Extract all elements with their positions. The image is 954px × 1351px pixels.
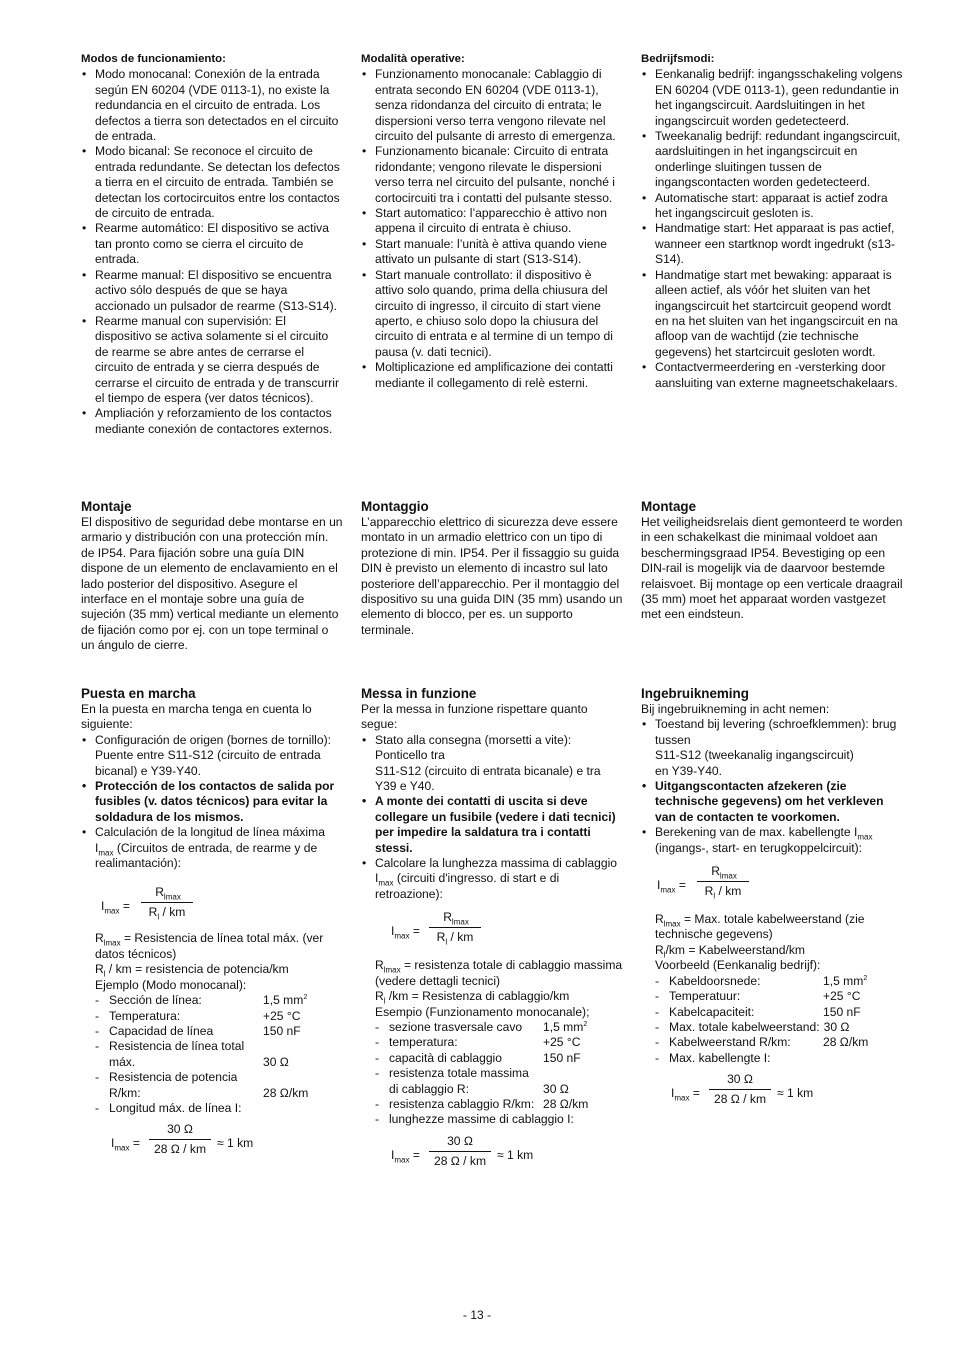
formula-numerator: 30 Ω bbox=[727, 1072, 753, 1087]
section-heading: Montaje bbox=[81, 499, 132, 514]
paragraph: Per la messa in funzione rispettare quanto segue: bbox=[361, 702, 588, 732]
list-item: • Ampliación y reforzamiento de los contactos mediante conexión de contactores externos. bbox=[81, 406, 343, 437]
list-item: • Calcolare la lunghezza massima di cablaggio $I_{max}$ (circuiti d'ingresso. di start e di retroazione): bbox=[361, 856, 623, 902]
formula-lhs: $I_{max}$ = bbox=[111, 1136, 140, 1153]
formula-numerator: $R_{lmax}$ bbox=[155, 885, 181, 902]
commissioning-list bbox=[641, 717, 903, 856]
example-label: Voorbeeld (Eenkanalig bedrijf): bbox=[655, 958, 821, 973]
formula-numerator: $R_{lmax}$ bbox=[443, 910, 469, 927]
list-item: • Tweekanalig bedrijf: redundant ingangscircuit, aardsluitingen in het ingangscircuit en onderlinge sluitingen tussen de ingangscontacten worden gedetecteerd. bbox=[641, 129, 903, 191]
paragraph: L’apparecchio elettrico di sicurezza deve essere montato in un armadio elettrico con un tipo di protezione di min. IP54. Per il fissaggio su guida DIN è previsto un elemento di incastro sul lato posteriore dell’apparecchio. Per il montaggio del dispositivo su una guida DIN (35 mm) usando un elemento di blocco, per es. un supporto terminale. bbox=[361, 515, 623, 637]
formula-numerator: $R_{lmax}$ bbox=[711, 864, 737, 881]
paragraph: En la puesta en marcha tenga en cuenta lo siguiente: bbox=[81, 702, 312, 732]
table-row: R/km: 28 Ω/km bbox=[109, 1085, 309, 1100]
formula-lhs: $I_{max}$ = bbox=[101, 899, 130, 916]
paragraph: Bij ingebruikneming in acht nemen: bbox=[641, 702, 830, 716]
formula-lhs: $I_{max}$ = bbox=[391, 924, 420, 941]
fraction-bar bbox=[429, 1151, 491, 1152]
definition: $R_l$ /km = Resistenza di cablaggio/km bbox=[375, 989, 570, 1006]
list-item: • Configuración de origen (bornes de tornillo): Puente entre S11-S12 (circuito de entrada bicanal) e Y39-Y40. bbox=[81, 733, 343, 779]
section-mount-it bbox=[361, 499, 623, 638]
column-italian bbox=[361, 52, 623, 391]
paragraph: Het veiligheidsrelais dient gemonteerd te worden in een schakelkast die minimaal voldoet aan beschermingsgraad IP54. Bevestiging op een DIN-rail is mogelijk via de daarvoor bestemde relaisvoet. Bij montage op een verticale draagrail (35 mm) moet het apparaat worden vastgezet met een eindsteun. bbox=[641, 515, 903, 622]
definition: $R_{lmax}$ = Max. totale kabelweerstand (zie technische gegevens) bbox=[655, 912, 865, 942]
formula-numerator: 30 Ω bbox=[447, 1133, 473, 1148]
list-item: • Contactvermeerdering en -versterking door aansluiting van externe magneetschakelaars. bbox=[641, 360, 903, 391]
table-row: - lunghezze massime di cablaggio I: bbox=[375, 1112, 574, 1127]
commissioning-list bbox=[81, 733, 343, 872]
section-heading: Montage bbox=[641, 499, 697, 514]
table-row: - temperatura: +25 °C bbox=[375, 1035, 581, 1050]
modes-list bbox=[361, 67, 623, 391]
list-item: • Start manuale: l’unità è attiva quando viene attivato un pulsante di start (S13-S14). bbox=[361, 237, 623, 268]
commissioning-list bbox=[361, 733, 623, 902]
example-label: Ejemplo (Modo monocanal): bbox=[95, 977, 247, 992]
list-item: • Berekening van de max. kabellengte $I_{max}$ (ingangs-, start- en terugkoppelcircuit): bbox=[641, 825, 903, 856]
table-row: - resistenza totale massima bbox=[375, 1066, 529, 1081]
fraction-bar bbox=[709, 1089, 771, 1090]
section-commissioning-nl bbox=[641, 686, 903, 1120]
table-row: - Kabelcapaciteit: 150 nF bbox=[655, 1004, 861, 1019]
formula-denominator: 28 Ω / km bbox=[713, 1092, 767, 1107]
section-mount-es bbox=[81, 499, 343, 654]
list-item: • Handmatige start met bewaking: apparaat is alleen actief, als vóór het sluiten van het ingangscircuit het startcircuit geopend wordt en na het sluiten van het ingangscircuit en na afloop van de wachtijd (zie technische gegevens) het startcircuit gesloten wordt. bbox=[641, 268, 903, 360]
list-item: • Stato alla consegna (morsetti a vite): Ponticello tra S11-S12 (circuito di entrata bicanale) e tra Y39 e Y40. bbox=[361, 733, 623, 795]
table-row: - Kabeldoorsnede: 1,5 $mm^2$ bbox=[655, 973, 868, 988]
table-row: - Kabelweerstand R/km: 28 Ω/km bbox=[655, 1035, 869, 1050]
formula-imax bbox=[657, 864, 903, 912]
list-item bbox=[81, 825, 343, 871]
formula-rhs: ≈ 1 km bbox=[497, 1147, 534, 1162]
formula-denominator: $R_l$ / km bbox=[704, 884, 742, 901]
list-item: • Rearme manual: El dispositivo se encuentra activo sólo después de que se haya accionado un pulsador de rearme (S13-S14). bbox=[81, 268, 343, 314]
table-row: - capacità di cablaggio 150 nF bbox=[375, 1050, 581, 1065]
table-row: - resistenza cablaggio R/km: 28 Ω/km bbox=[375, 1096, 589, 1111]
text: Calculación de la longitud de línea máxima I bbox=[95, 825, 325, 855]
fraction-bar bbox=[697, 881, 749, 882]
formula-imax bbox=[101, 885, 343, 933]
definition: $R_l$ / km = resistencia de potencia/km bbox=[95, 962, 289, 979]
formula-lhs: $I_{max}$ = bbox=[657, 878, 686, 895]
table-row: - Resistencia de potencia bbox=[95, 1070, 238, 1085]
table-row: - Max. kabellengte I: bbox=[655, 1050, 771, 1065]
formula-denominator: $R_l$ / km bbox=[148, 905, 186, 922]
fraction-bar bbox=[429, 927, 481, 928]
formula-result bbox=[671, 1072, 903, 1120]
section-heading: Puesta en marcha bbox=[81, 686, 196, 701]
list-item: • Automatische start: apparaat is actief zodra het ingangscircuit gesloten is. bbox=[641, 191, 903, 222]
formula-rhs: ≈ 1 km bbox=[217, 1136, 254, 1151]
table-row: - sezione trasversale cavo 1,5 $mm^2$ bbox=[375, 1019, 588, 1034]
table-row: - Capacidad de línea 150 nF bbox=[95, 1023, 301, 1038]
section-heading: Montaggio bbox=[361, 499, 429, 514]
list-item: • Modo bicanal: Se reconoce el circuito de entrada redundante. Se detectan los defectos a tierra en el circuito de entrada. También se detectan los cortocircuitos entre los contactos de circuito de entrada. bbox=[81, 144, 343, 221]
list-item: • Funzionamento bicanale: Circuito di entrata ridondante; vengono rilevate le dispersioni verso terra nel circuito del pulsante, nonché i cortocircuiti tra i contatti del pulsante stesso. bbox=[361, 144, 623, 206]
column-spanish bbox=[81, 52, 343, 437]
table-row: - Resistencia de línea total bbox=[95, 1039, 245, 1054]
section-commissioning-es bbox=[81, 686, 343, 1170]
list-item: • Moltiplicazione ed amplificazione dei contatti mediante il collegamento di relè esterni. bbox=[361, 360, 623, 391]
list-item: • A monte dei contatti di uscita si deve collegare un fusibile (vedere i dati tecnici) per impedire la saldatura tra i contatti stessi. bbox=[361, 794, 623, 856]
page-number: - 13 - bbox=[462, 1308, 491, 1322]
list-item: • Modo monocanal: Conexión de la entrada según EN 60204 (VDE 0113-1), no existe la redundancia en el circuito de entrada. Los defectos a tierra son detectados en el circuito de entrada. bbox=[81, 67, 343, 144]
definition: $R_{lmax}$ = Resistencia de línea total máx. (ver datos técnicos) bbox=[95, 931, 324, 961]
section-heading: Messa in funzione bbox=[361, 686, 477, 701]
modes-heading: Modos de funcionamiento: bbox=[81, 53, 226, 65]
definition: $R_{lmax}$ = resistenza totale di cablaggio massima (vedere dettagli tecnici) bbox=[375, 958, 623, 988]
formula-result bbox=[391, 1134, 623, 1182]
list-item: • Start automatico: l’apparecchio è attivo non appena il circuito di entrata è chiuso. bbox=[361, 206, 623, 237]
modes-heading: Bedrijfsmodi: bbox=[641, 53, 715, 65]
list-item: • Funzionamento monocanale: Cablaggio di entrata secondo EN 60204 (VDE 0113-1), senza ridondanza del circuito di entrata; le dispersioni verso terra vengono rilevate nel circuito del pulsante di arresto di emergenza. bbox=[361, 67, 623, 144]
list-item: • Toestand bij levering (schroefklemmen): brug tussen S11-S12 (tweekanalig ingangscircuit) en Y39-Y40. bbox=[641, 717, 903, 779]
list-item: • Protección de los contactos de salida por fusibles (v. datos técnicos) para evitar la soldadura de los mismos. bbox=[81, 779, 343, 825]
formula-rhs: ≈ 1 km bbox=[777, 1086, 814, 1101]
table-row: - Longitud máx. de línea I: bbox=[95, 1100, 242, 1115]
list-item: • Uitgangscontacten afzekeren (zie technische gegevens) om het verkleven van de contacten te voorkomen. bbox=[641, 779, 903, 825]
fraction-bar bbox=[149, 1139, 211, 1140]
section-commissioning-it bbox=[361, 686, 623, 1182]
formula-lhs: $I_{max}$ = bbox=[391, 1147, 420, 1165]
section-mount-nl bbox=[641, 499, 903, 623]
section-heading: Ingebruikneming bbox=[641, 686, 749, 701]
fraction-bar bbox=[141, 902, 193, 903]
formula-denominator: $R_l$ / km bbox=[436, 930, 474, 947]
formula-result bbox=[111, 1122, 343, 1170]
list-item: • Eenkanalig bedrijf: ingangsschakeling volgens EN 60204 (VDE 0113-1), geen redundantie in het ingangscircuit. Aardsluitingen in het ingangscircuit worden gedetecteerd. bbox=[641, 67, 903, 129]
list-item: • Rearme manual con supervisión: El dispositivo se activa solamente si el circuito de rearme se abre antes de cerrarse el circuito de entrada y se cierra después de cerrarse el circuito de entrada y de transcurrir el tiempo de espera (ver datos técnicos). bbox=[81, 314, 343, 406]
table-row: - Temperatura: +25 °C bbox=[95, 1008, 301, 1023]
table-row: - Max. totale kabelweerstand: 30 Ω bbox=[655, 1019, 850, 1034]
example-label: Esempio (Funzionamento monocanale); bbox=[375, 1004, 590, 1019]
paragraph: El dispositivo de seguridad debe montarse en un armario y distribución con una protección mín. de IP54. Para fijación sobre una guía DIN dispone de un elemento de enclavamiento en el lado posterior del dispositivo. Asegure el interface en el montaje sobre una guía de sujeción (35 mm) vertical mediante un elemento de fijación como por ej. con un tope terminal o un ángulo de cierre. bbox=[81, 515, 343, 653]
list-item: • Start manuale controllato: il dispositivo è attivo solo quando, prima della chiusura del circuito di ingresso, il circuito di start viene aperto, e chiuso solo dopo la chiusura del circuito di entrata e al termine di un tempo di pausa (v. dati tecnici). bbox=[361, 268, 623, 360]
subscript: max bbox=[98, 848, 114, 858]
formula-denominator: 28 Ω / km bbox=[433, 1153, 487, 1168]
formula-lhs: $I_{max}$ = bbox=[671, 1086, 700, 1103]
modes-heading: Modalità operative: bbox=[361, 53, 465, 65]
list-item: • Rearme automático: El dispositivo se activa tan pronto como se cierra el circuito de entrada. bbox=[81, 221, 343, 267]
formula-denominator: 28 Ω / km bbox=[153, 1142, 207, 1157]
table-row: - Sección de línea: 1,5 $mm^2$ bbox=[95, 993, 308, 1008]
definition: $R_l/km$ = Kabelweerstand/km bbox=[655, 942, 805, 960]
modes-list bbox=[641, 67, 903, 391]
column-dutch bbox=[641, 52, 903, 391]
formula-numerator: 30 Ω bbox=[167, 1122, 193, 1137]
list-item: • Handmatige start: Het apparaat is pas actief, wanneer een startknop wordt ingedrukt (s13-S14). bbox=[641, 221, 903, 267]
text: (Circuitos de entrada, de rearme y de realimantación): bbox=[95, 840, 318, 871]
formula-imax bbox=[391, 910, 623, 958]
table-row: máx. 30 Ω bbox=[109, 1054, 289, 1069]
modes-list bbox=[81, 67, 343, 437]
table-row: di cablaggio R: 30 Ω bbox=[389, 1081, 569, 1096]
table-row: - Temperatuur: +25 °C bbox=[655, 989, 861, 1004]
